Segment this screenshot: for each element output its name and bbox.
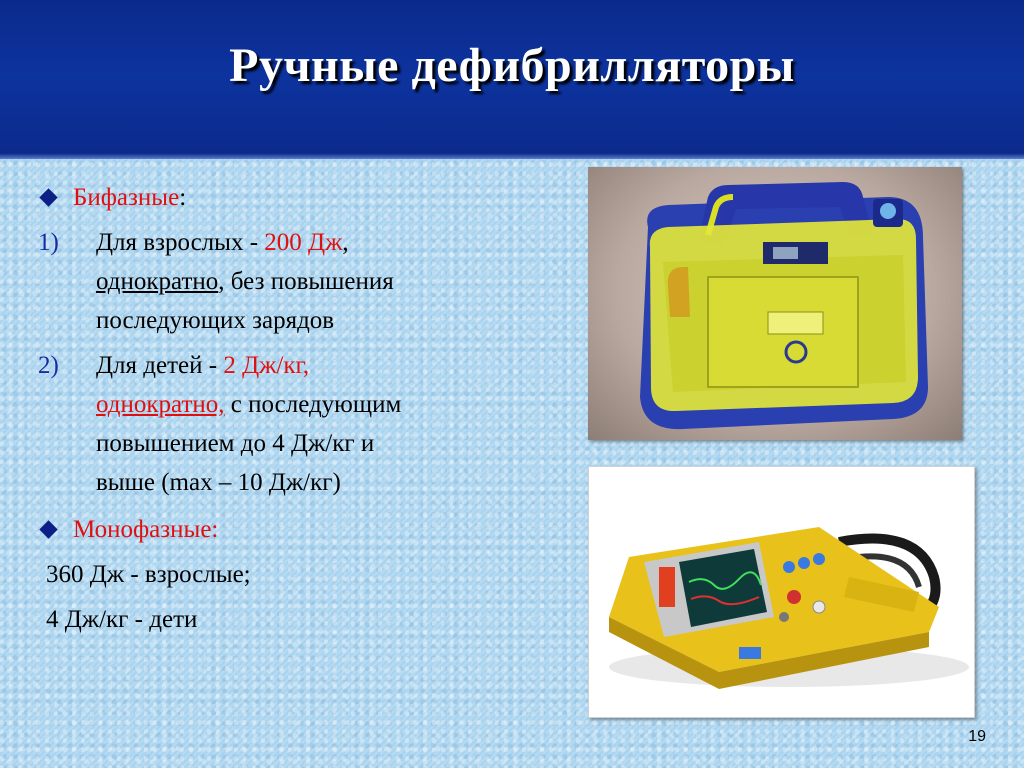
list-item-children	[38, 346, 578, 502]
list-number: 1)	[38, 229, 59, 256]
bullet-biphasic	[38, 178, 578, 217]
list-item-text	[96, 223, 394, 340]
diamond-bullet-icon	[39, 188, 57, 206]
adults-rest-a: , без повышения	[218, 268, 394, 295]
children-rest-a: с последующим	[224, 391, 402, 418]
slide-title: Ручные дефибрилляторы	[229, 39, 795, 92]
children-prefix: Для детей -	[96, 352, 224, 379]
mono-child: 4 Дж/кг - дети	[46, 606, 198, 633]
biphasic-label: Бифазные	[73, 184, 180, 211]
children-energy: 2 Дж/кг,	[223, 352, 310, 379]
monophasic-label: Монофазные:	[73, 516, 219, 543]
mono-adult: 360 Дж - взрослые;	[46, 561, 251, 588]
defibrillator-monitor-icon	[589, 467, 974, 717]
adults-once: однократно	[96, 268, 219, 295]
diamond-bullet-icon	[39, 520, 57, 538]
list-number: 2)	[38, 352, 59, 379]
title-divider	[0, 153, 1024, 159]
biphasic-colon: :	[179, 184, 187, 211]
manual-defibrillator-photo	[588, 466, 975, 718]
adults-prefix: Для взрослых -	[96, 229, 265, 256]
list-item-text	[96, 346, 401, 502]
bullet-monophasic	[38, 510, 578, 549]
aed-device-icon	[588, 167, 962, 440]
slide-body	[38, 178, 578, 639]
adults-energy: 200 Дж	[264, 229, 343, 256]
adults-comma: ,	[342, 229, 349, 256]
children-rest-c: выше (max – 10 Дж/кг)	[96, 469, 341, 496]
list-item-adults	[38, 223, 578, 340]
page-number: 19	[968, 728, 986, 745]
adults-rest-b: последующих зарядов	[96, 307, 335, 334]
children-once: однократно,	[96, 391, 225, 418]
aed-photo	[588, 167, 962, 440]
children-rest-b: повышением до 4 Дж/кг и	[96, 430, 375, 457]
